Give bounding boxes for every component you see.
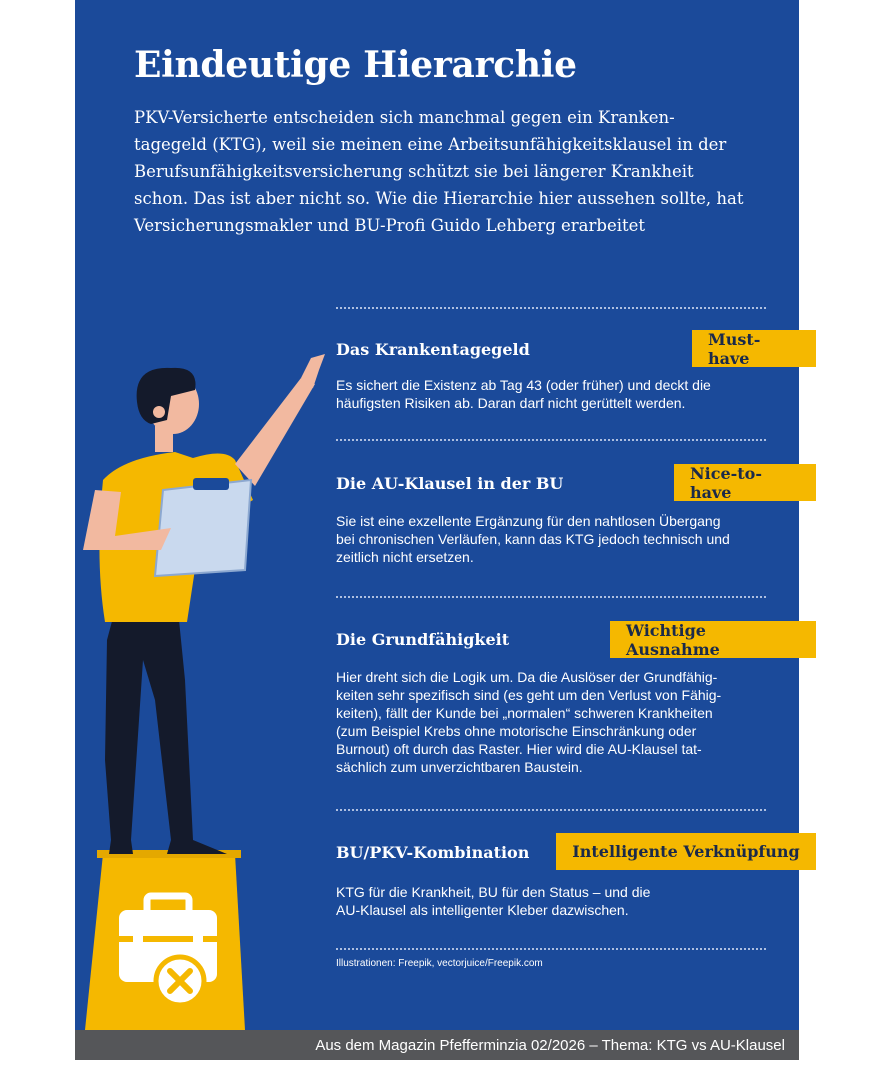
body-line: (zum Beispiel Krebs ohne motorische Einschränkung oder xyxy=(336,723,697,739)
person-head xyxy=(137,368,199,452)
section-body-kombination xyxy=(336,883,766,919)
body-line: häufigsten Risiken ab. Daran darf nicht gerüttelt werden. xyxy=(336,395,686,411)
x-mark-icon xyxy=(156,957,204,1005)
person-pointing-icon xyxy=(75,340,335,1030)
body-line: zeitlich nicht ersetzen. xyxy=(336,549,474,565)
section-body-au-klausel xyxy=(336,512,766,566)
intro-line: schon. Das ist aber nicht so. Wie die Hierarchie hier aussehen sollte, hat xyxy=(134,189,744,208)
clipboard-icon xyxy=(155,478,251,576)
badge-nice-to-have: Nice-to-have xyxy=(674,464,816,501)
intro-text xyxy=(134,104,754,239)
intro-line: PKV-Versicherte entscheiden sich manchmal gegen ein Kranken- xyxy=(134,108,675,127)
intro-line: tagegeld (KTG), weil sie meinen eine Arbeitsunfähigkeitsklausel in der xyxy=(134,135,727,154)
body-line: keiten), fällt der Kunde bei „normalen“ schweren Krankheiten xyxy=(336,705,713,721)
section-title-krankentagegeld: Das Krankentagegeld xyxy=(336,340,530,359)
intro-line: Berufsunfähigkeitsversicherung schützt sie bei längerer Krankheit xyxy=(134,162,694,181)
footer-bar xyxy=(75,1030,799,1060)
section-divider xyxy=(336,948,766,950)
person-arm xyxy=(235,354,325,486)
body-line: AU-Klausel als intelligenter Kleber dazwischen. xyxy=(336,902,629,918)
section-title-au-klausel: Die AU-Klausel in der BU xyxy=(336,474,564,493)
section-body-grundfaehigkeit xyxy=(336,668,766,776)
intro-line: Versicherungsmakler und BU-Profi Guido Lehberg erarbeitet xyxy=(134,216,646,235)
footer-text: Aus dem Magazin Pfefferminzia 02/2026 – Thema: KTG vs AU-Klausel xyxy=(315,1036,785,1054)
body-line: sächlich zum unverzichtbaren Baustein. xyxy=(336,759,583,775)
body-line: Sie ist eine exzellente Ergänzung für den nahtlosen Übergang xyxy=(336,513,721,529)
badge-wichtige-ausnahme: Wichtige Ausnahme xyxy=(610,621,816,658)
section-divider xyxy=(336,439,766,441)
body-line: Hier dreht sich die Logik um. Da die Auslöser der Grundfähig- xyxy=(336,669,718,685)
section-divider xyxy=(336,307,766,309)
badge-intelligente-verknuepfung: Intelligente Verknüpfung xyxy=(556,833,816,870)
section-title-grundfaehigkeit: Die Grundfähigkeit xyxy=(336,630,510,649)
body-line: KTG für die Krankheit, BU für den Status – und die xyxy=(336,884,651,900)
body-line: bei chronischen Verläufen, kann das KTG jedoch technisch und xyxy=(336,531,730,547)
badge-must-have: Must-have xyxy=(692,330,816,367)
body-line: Es sichert die Existenz ab Tag 43 (oder früher) und deckt die xyxy=(336,377,711,393)
section-title-kombination: BU/PKV-Kombination xyxy=(336,843,530,862)
person-legs xyxy=(105,610,227,854)
illustration-credit: Illustrationen: Freepik, vectorjuice/Freepik.com xyxy=(336,958,543,969)
section-divider xyxy=(336,809,766,811)
body-line: keiten sehr spezifisch sind (es geht um den Verlust von Fähig- xyxy=(336,687,722,703)
section-body-krankentagegeld xyxy=(336,376,766,412)
body-line: Burnout) oft durch das Raster. Hier wird die AU-Klausel tat- xyxy=(336,741,702,757)
page-title: Eindeutige Hierarchie xyxy=(134,44,577,86)
section-divider xyxy=(336,596,766,598)
